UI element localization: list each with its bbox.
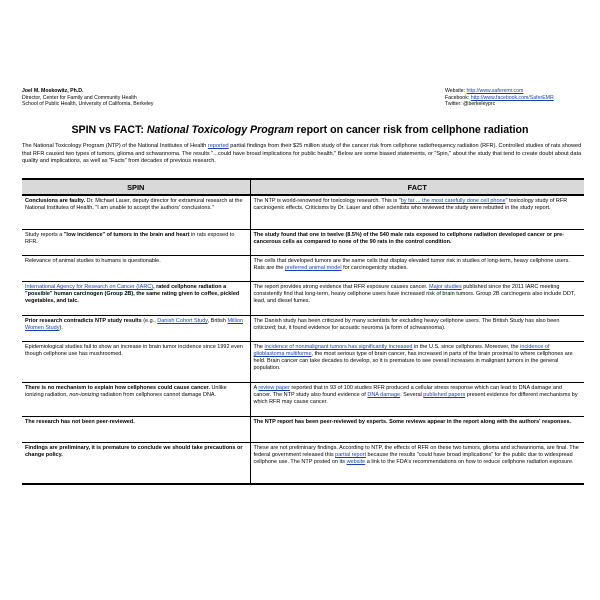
- fact-link[interactable]: Major studies: [428, 284, 462, 290]
- spin-italic: non-ionizing: [69, 392, 100, 399]
- spin-cell: [22, 282, 250, 316]
- fact-text: published since the 2011 IARC meeting consistently find that long-term, heavy cellphone users have increased risk of brain tumors. Group 2B carcinogens also include DDT, lead, and diesel fumes.: [253, 284, 576, 305]
- twitter-handle: @berkeleyprc: [463, 101, 496, 108]
- spin-cell: [22, 417, 250, 443]
- spin-text: in rats exposed to RFR.: [25, 232, 235, 246]
- page-title: [0, 124, 600, 136]
- fact-bold: The NTP report has been peer-reviewed by experts. Some reviews appear in the report along with the authors' responses.: [253, 419, 572, 425]
- table-row: [22, 256, 584, 282]
- spin-text: , British: [207, 318, 228, 324]
- fact-text: The cells that developed tumors are the same cells that display elevated tumor risk in studies of long-term, heavy cellphone users. Rats are the: [253, 258, 570, 272]
- fact-cell: [250, 195, 584, 230]
- fact-text: . Several: [400, 392, 424, 399]
- spin-cell: [22, 316, 250, 342]
- spin-text: Unlike ionizing radiation,: [25, 385, 227, 399]
- intro-text: The National Toxicology Program (NTP) of the National Institutes of Health: [22, 143, 208, 149]
- fact-text: reported that in 93 of 100 studies RFR produced a cellular stress response which can lead to DNA damage and cancer. The NTP study also found evidence of: [253, 385, 563, 399]
- twitter-label: Twitter:: [445, 101, 462, 108]
- author-name: Joel M. Moskowitz, Ph.D.: [22, 88, 84, 94]
- spin-cell: [22, 443, 250, 485]
- fact-text: , the most serious type of brain cancer, has increased in parts of the brain proximal to where cellphones are held. Brain cancer can take decades to develop, so it is premature to see overall increases in malignant tumors in the general population.: [253, 351, 573, 372]
- spin-text: Relevance of animal studies to humans is questionable.: [25, 258, 161, 264]
- spin-bold: "low incidence" of tumors in the brain and heart: [63, 232, 190, 238]
- fact-link[interactable]: DNA damage: [367, 392, 401, 399]
- title-program-name: National Toxicology Program: [146, 124, 294, 136]
- website-link[interactable]: http://www.saferemr.com: [466, 88, 524, 94]
- fact-text: These are not preliminary findings. According to NTP, the effects of RFR on these two tumors, glioma and schwannoma, are final. The federal government released this: [253, 445, 579, 459]
- fact-text: in the U.S. since cellphones. Moreover, the: [412, 344, 521, 350]
- facebook-link[interactable]: http://www.facebook.com/SaferEMR: [470, 94, 554, 101]
- fact-cell: [250, 316, 584, 342]
- author-title: Director, Center for Family and Community Health: [22, 94, 137, 101]
- intro-text: partial findings from their $25 million study of the cancer risk from cellphone radiofrequency radiation (RFR). Controlled studies of rats showed that RFR caused two types of tumors, glioma and schwannoma. The results "...could have broad implications for public health." Below are some biased statements, or "Spin," about the study that tend to create doubt about data quality and implications, as well as "Facts" from decades of previous research.: [22, 143, 582, 165]
- fact-link[interactable]: partial report: [335, 452, 367, 459]
- fact-text: The report provides strong evidence that RFR exposure causes cancer.: [253, 284, 429, 290]
- spin-text: Epidemiological studies fail to show an increase in brain tumor incidence since 1992 even though cellphone use has mushroomed.: [25, 344, 243, 358]
- fact-cell: [250, 383, 584, 417]
- table-row: [22, 417, 584, 443]
- fact-text: The NTP is world-renowned for toxicology research. This is ": [253, 198, 401, 204]
- fact-text: because the results "could have broad implications" for the public due to widespread cellphone use. The NTP posted on its: [253, 452, 573, 466]
- spin-cell: [22, 342, 250, 383]
- facebook-label: Facebook:: [445, 94, 470, 101]
- spin-bold: Prior research contradicts NTP study results: [25, 318, 142, 324]
- spin-text: ).: [59, 325, 63, 332]
- author-affiliation: School of Public Health, University of California, Berkeley: [22, 101, 154, 108]
- title-part-1: SPIN vs FACT:: [71, 124, 147, 136]
- fact-text: for carcinogenicity studies.: [341, 265, 408, 272]
- million-women-link[interactable]: Million Women Study: [25, 318, 244, 332]
- spin-text: Study reports a: [25, 232, 64, 238]
- spin-bold: The research has not been peer-reviewed.: [25, 419, 135, 425]
- spin-bold: , rated cellphone radiation a "possible" human carcinogen (Group 2B), the same rating given to coffee, pickled vegetables, and talc.: [25, 284, 240, 305]
- fact-text: The Danish study has been criticized by many scientists for excluding heavy cellphone users. The British Study has also been criticized; but, it found evidence for acoustic neuroma (a form of schwannoma).: [253, 318, 560, 332]
- fact-text: The: [253, 344, 265, 350]
- spin-text: radiation from cellphones cannot damage DNA.: [99, 392, 217, 399]
- fact-link[interactable]: by far ... the most carefully done cell phone: [400, 198, 506, 204]
- contact-block: [445, 88, 554, 108]
- spin-bold: Conclusions are faulty.: [25, 198, 87, 204]
- spin-text: Dr. Michael Lauer, deputy director for extramural research at the National Institutes of Health, "I am unable to accept the authors' conclusions.": [25, 198, 243, 212]
- fact-link[interactable]: website: [346, 459, 366, 466]
- fact-text: A: [253, 385, 259, 391]
- spin-cell: [22, 256, 250, 282]
- fact-cell: [250, 443, 584, 485]
- fact-text: " toxicology study of RFR carcinogenic effects. Criticisms by Dr. Lauer and other scientists who reviewed the study were rebutted in the study report.: [253, 198, 568, 212]
- intro-paragraph: [22, 143, 582, 166]
- spin-fact-table: [22, 178, 584, 485]
- fact-link[interactable]: published papers: [423, 392, 466, 399]
- table-row: [22, 383, 584, 417]
- reported-link[interactable]: reported: [207, 143, 229, 149]
- title-part-3: report on cancer risk from cellphone radiation: [293, 124, 529, 136]
- spin-cell: [22, 383, 250, 417]
- fact-text: present evidence for different mechanisms by which RFR may cause cancer.: [253, 392, 578, 406]
- table-row: [22, 195, 584, 230]
- website-label: Website:: [445, 88, 466, 94]
- fact-cell: [250, 342, 584, 383]
- table-row: [22, 282, 584, 316]
- table-row: [22, 316, 584, 342]
- fact-cell: [250, 230, 584, 256]
- table-header-row: [22, 179, 584, 195]
- table-row: [22, 230, 584, 256]
- iarc-link[interactable]: International Agency for Research on Cancer (IARC): [25, 284, 154, 290]
- table-row: [22, 443, 584, 485]
- fact-header: FACT: [250, 179, 584, 195]
- fact-cell: [250, 417, 584, 443]
- danish-cohort-link[interactable]: Danish Cohort Study: [157, 318, 208, 324]
- fact-link[interactable]: incidence of nonmalignant tumors has significantly increased: [264, 344, 413, 350]
- fact-cell: [250, 282, 584, 316]
- spin-bold: Findings are preliminary, it is premature to conclude we should take precautions or change policy.: [25, 445, 243, 459]
- table-row: [22, 342, 584, 383]
- spin-cell: [22, 195, 250, 230]
- fact-cell: [250, 256, 584, 282]
- fact-bold: The study found that one in twelve (8.5%) of the 540 male rats exposed to cellphone radiation developed cancer or pre-cancerous cells as compared to none of the 90 rats in the control condition.: [253, 232, 565, 246]
- spin-text: (e.g.,: [141, 318, 158, 324]
- fact-link[interactable]: review paper: [258, 385, 290, 391]
- fact-link[interactable]: incidence of glioblastoma multiforme: [253, 344, 550, 358]
- fact-link[interactable]: preferred animal model: [285, 265, 342, 272]
- author-block: [22, 88, 153, 108]
- spin-bold: There is no mechanism to explain how cellphones could cause cancer.: [25, 385, 210, 391]
- spin-cell: [22, 230, 250, 256]
- spin-header: SPIN: [22, 179, 250, 195]
- fact-text: a link to the FDA's recommendations on how to reduce cellphone radiation exposure.: [365, 459, 574, 466]
